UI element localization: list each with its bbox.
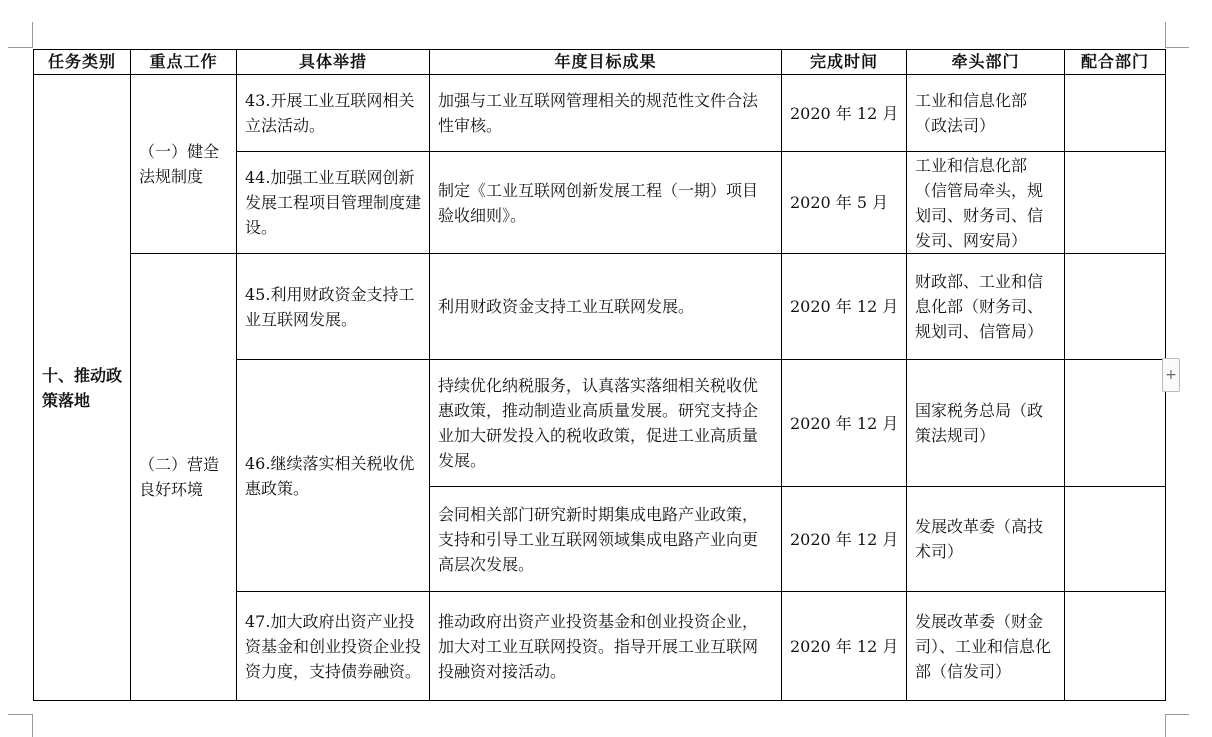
- task-table: [33, 49, 1166, 701]
- crop-mark: [1165, 47, 1189, 48]
- plus-icon: +: [1165, 367, 1177, 383]
- header-lead-dept: 牵头部门: [907, 50, 1065, 75]
- header-row: [34, 50, 1166, 75]
- crop-mark: [1165, 22, 1166, 48]
- completion-time-cell: 2020 年 12 月: [782, 592, 907, 701]
- header-annual-goal: 年度目标成果: [430, 50, 782, 75]
- completion-time-cell: 2020 年 12 月: [782, 487, 907, 592]
- crop-mark: [8, 714, 32, 715]
- partner-dept-cell: [1065, 360, 1166, 487]
- lead-dept-cell: 财政部、工业和信息化部（财务司、规划司、信管局）: [907, 254, 1065, 360]
- key-work-group: （二）营造良好环境: [131, 254, 237, 701]
- crop-mark: [1165, 714, 1166, 737]
- lead-dept-cell: 国家税务总局（政策法规司）: [907, 360, 1065, 487]
- partner-dept-cell: [1065, 592, 1166, 701]
- header-key-work: 重点工作: [131, 50, 237, 75]
- measure-cell: 46.继续落实相关税收优惠政策。: [237, 360, 430, 592]
- header-partner-dept: 配合部门: [1065, 50, 1166, 75]
- task-category: 十、推动政策落地: [34, 75, 131, 701]
- measure-cell: 47.加大政府出资产业投资基金和创业投资企业投资力度，支持债券融资。: [237, 592, 430, 701]
- goal-cell: 制定《工业互联网创新发展工程（一期）项目验收细则》。: [430, 152, 782, 254]
- partner-dept-cell: [1065, 75, 1166, 152]
- table-row: [34, 75, 1166, 152]
- crop-mark: [8, 47, 32, 48]
- completion-time-cell: 2020 年 12 月: [782, 360, 907, 487]
- goal-cell: 会同相关部门研究新时期集成电路产业政策，支持和引导工业互联网领域集成电路产业向更高层次发展。: [430, 487, 782, 592]
- header-measure: 具体举措: [237, 50, 430, 75]
- crop-mark: [1165, 714, 1189, 715]
- completion-time-cell: 2020 年 5 月: [782, 152, 907, 254]
- header-category: 任务类别: [34, 50, 131, 75]
- measure-cell: 44.加强工业互联网创新发展工程项目管理制度建设。: [237, 152, 430, 254]
- lead-dept-cell: 工业和信息化部（信管局牵头，规划司、财务司、信发司、网安局）: [907, 152, 1065, 254]
- side-expand-button[interactable]: [1162, 358, 1180, 392]
- goal-cell: 持续优化纳税服务，认真落实落细相关税收优惠政策，推动制造业高质量发展。研究支持企业加大研发投入的税收政策，促进工业高质量发展。: [430, 360, 782, 487]
- partner-dept-cell: [1065, 254, 1166, 360]
- lead-dept-cell: 发展改革委（财金司）、工业和信息化部（信发司）: [907, 592, 1065, 701]
- crop-mark: [32, 22, 33, 48]
- measure-cell: 45.利用财政资金支持工业互联网发展。: [237, 254, 430, 360]
- partner-dept-cell: [1065, 487, 1166, 592]
- lead-dept-cell: 工业和信息化部（政法司）: [907, 75, 1065, 152]
- completion-time-cell: 2020 年 12 月: [782, 75, 907, 152]
- lead-dept-cell: 发展改革委（高技术司）: [907, 487, 1065, 592]
- completion-time-cell: 2020 年 12 月: [782, 254, 907, 360]
- partner-dept-cell: [1065, 152, 1166, 254]
- header-completion-time: 完成时间: [782, 50, 907, 75]
- goal-cell: 加强与工业互联网管理相关的规范性文件合法性审核。: [430, 75, 782, 152]
- crop-mark: [32, 714, 33, 737]
- goal-cell: 利用财政资金支持工业互联网发展。: [430, 254, 782, 360]
- table-row: [34, 254, 1166, 360]
- key-work-group: （一）健全法规制度: [131, 75, 237, 254]
- measure-cell: 43.开展工业互联网相关立法活动。: [237, 75, 430, 152]
- goal-cell: 推动政府出资产业投资基金和创业投资企业，加大对工业互联网投资。指导开展工业互联网投融资对接活动。: [430, 592, 782, 701]
